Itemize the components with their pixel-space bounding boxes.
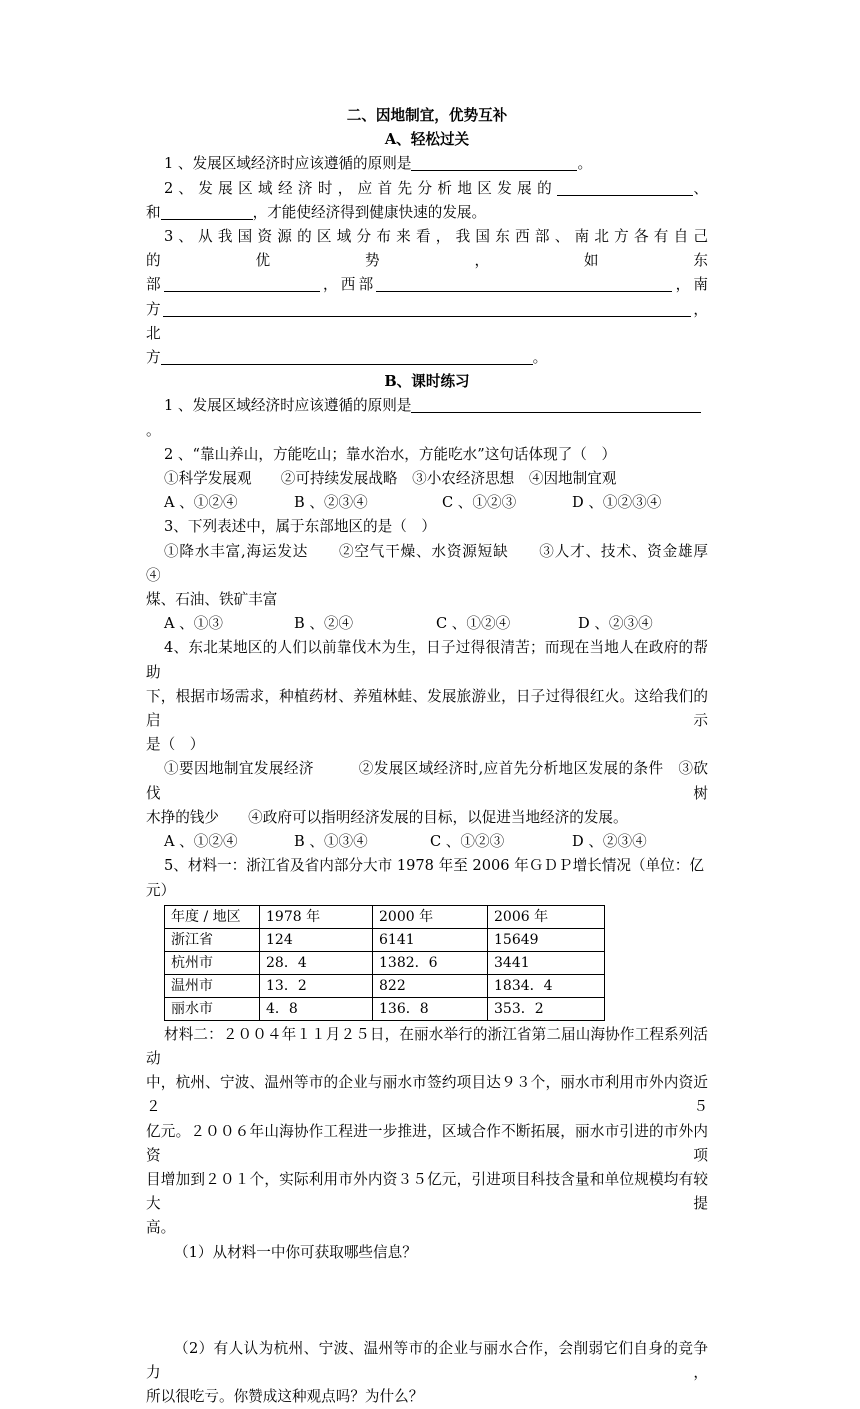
part-b-question-2-options — [146, 491, 708, 515]
answer-blank[interactable] — [164, 275, 320, 292]
part-b-question-4-line3: 是（ ） — [146, 736, 205, 754]
option-b[interactable]: B 、①③④ — [294, 833, 368, 851]
table-cell: 4．8 — [260, 997, 373, 1020]
part-a-question-1: 1 、发展区域经济时应该遵循的原则是 。 — [164, 155, 593, 173]
part-b-question-5-sub2-line1: （2）有人认为杭州、宁波、温州等市的企业与丽水合作，会削弱它们自身的竞争力， — [146, 1339, 708, 1381]
part-b-question-5-material2-line1: 材料二：２００４年１１月２５日，在丽水举行的浙江省第二届山海协作工程系列活动 — [146, 1025, 708, 1067]
part-b-question-5-material2-line5: 高。 — [146, 1219, 176, 1237]
part-a-title: A、轻松过关 — [384, 131, 470, 149]
table-header-cell: 年度 / 地区 — [165, 905, 260, 928]
table-cell: 丽水市 — [165, 997, 260, 1020]
part-b-question-4-options — [146, 830, 708, 854]
answer-space[interactable] — [146, 1265, 708, 1337]
part-a-question-3-line1: 3 、 从 我 国 资 源 的 区 域 分 布 来 看 ， 我 国 东 西 部 、 南 北 方 各 有 自 己 的 优 势 ， 如 东 — [146, 228, 708, 270]
table-cell: 6141 — [373, 928, 488, 951]
answer-blank[interactable] — [161, 203, 253, 220]
part-b-question-5-material2-line3: 亿元。２００６年山海协作工程进一步推进，区域合作不断拓展，丽水市引进的市外内资项 — [146, 1122, 708, 1164]
part-a-question-3-line3: 方 ，北 — [146, 300, 708, 342]
part-b-question-2-items: ①科学发展观 ②可持续发展战略 ③小农经济思想 ④因地制宜观 — [164, 470, 617, 488]
table-cell: 136．8 — [373, 997, 488, 1020]
option-a[interactable]: A 、①②④ — [164, 494, 238, 512]
table-cell: 杭州市 — [165, 951, 260, 974]
option-a[interactable]: A 、①③ — [164, 615, 223, 633]
answer-blank[interactable] — [557, 179, 693, 196]
table-cell: 28．4 — [260, 951, 373, 974]
option-d[interactable]: D 、②③④ — [578, 615, 653, 633]
part-b-question-5-sub1: （1）从材料一中你可获取哪些信息？ — [174, 1243, 417, 1261]
answer-blank[interactable] — [161, 348, 533, 365]
section-title: 二、因地制宜，优势互补 — [346, 107, 508, 124]
option-b[interactable]: B 、②③④ — [294, 494, 368, 512]
table-header-cell: 2000 年 — [373, 905, 488, 928]
table-header-cell: 2006 年 — [488, 905, 605, 928]
part-b-question-3-options — [146, 612, 708, 636]
part-b-question-3-items-line2: 煤、石油、铁矿丰富 — [146, 591, 278, 609]
table-header-row — [165, 905, 605, 928]
table-cell: 1382．6 — [373, 951, 488, 974]
table-cell: 124 — [260, 928, 373, 951]
part-b-question-5-material2-line2: 中，杭州、宁波、温州等市的企业与丽水市签约项目达９３个，丽水市利用市外内资近２５ — [146, 1074, 708, 1116]
part-b-question-2: 2 、“靠山养山，方能吃山；靠水治水，方能吃水”这句话体现了（ ） — [164, 445, 617, 463]
option-b[interactable]: B 、②④ — [294, 615, 354, 633]
part-a-question-3-line2: 部 ，西部 ，南 — [146, 276, 708, 294]
table-cell: 温州市 — [165, 974, 260, 997]
part-b-question-5-material1: 5、材料一：浙江省及省内部分大市 1978 年至 2006 年ＧＤＰ增长情况（单位：亿元） — [146, 857, 704, 899]
table-cell: 15649 — [488, 928, 605, 951]
part-a-question-2-line1: 2 、 发 展 区 域 经 济 时 ， 应 首 先 分 析 地 区 发 展 的 、 — [164, 179, 708, 197]
table-cell: 3441 — [488, 951, 605, 974]
answer-blank[interactable] — [163, 300, 691, 317]
table-cell: 1834．4 — [488, 974, 605, 997]
part-b-question-4-items-line2: 木挣的钱少 ④政府可以指明经济发展的目标，以促进当地经济的发展。 — [146, 808, 628, 826]
worksheet-content — [146, 104, 738, 1409]
option-d[interactable]: D 、①②③④ — [572, 494, 662, 512]
option-a[interactable]: A 、①②④ — [164, 833, 238, 851]
part-b-title: B、课时练习 — [384, 373, 470, 391]
gdp-table — [164, 905, 605, 1021]
table-header-cell: 1978 年 — [260, 905, 373, 928]
table-row — [165, 997, 605, 1020]
part-b-question-4-line1: 4、东北某地区的人们以前靠伐木为生，日子过得很清苦；而现在当地人在政府的帮助 — [146, 639, 708, 681]
part-b-question-3: 3、下列表述中，属于东部地区的是（ ） — [164, 518, 436, 536]
option-d[interactable]: D 、②③④ — [572, 833, 647, 851]
table-row — [165, 974, 605, 997]
table-row — [165, 928, 605, 951]
answer-blank[interactable] — [411, 154, 577, 171]
table-cell: 822 — [373, 974, 488, 997]
option-c[interactable]: C 、①②④ — [436, 615, 511, 633]
table-cell: 353．2 — [488, 997, 605, 1020]
part-b-question-5-sub2-line2: 所以很吃亏。你赞成这种观点吗？为什么？ — [146, 1388, 424, 1406]
part-b-question-1: 1 、发展区域经济时应该遵循的原则是。 — [146, 394, 708, 442]
answer-blank[interactable] — [411, 396, 701, 413]
table-cell: 13．2 — [260, 974, 373, 997]
answer-blank[interactable] — [376, 275, 672, 292]
option-c[interactable]: C 、①②③ — [442, 494, 517, 512]
part-b-question-4-line2: 下，根据市场需求，种植药材、养殖林蛙、发展旅游业，日子过得很红火。这给我们的启示 — [146, 687, 708, 730]
table-cell: 浙江省 — [165, 928, 260, 951]
part-b-question-5-material2-line4: 目增加到２０１个，实际利用市外内资３５亿元，引进项目科技含量和单位规模均有较大提 — [146, 1170, 708, 1213]
part-b-question-4-items-line1: ①要因地制宜发展经济 ②发展区域经济时,应首先分析地区发展的条件 ③砍伐树 — [146, 760, 708, 802]
part-b-question-3-items-line1: ①降水丰富,海运发达 ②空气干燥、水资源短缺 ③人才、技术、资金雄厚 ④ — [146, 542, 738, 584]
table-row — [165, 951, 605, 974]
option-c[interactable]: C 、①②③ — [430, 833, 505, 851]
part-a-question-2-line2: 和 ，才能使经济得到健康快速的发展。 — [146, 203, 487, 221]
part-a-question-3-line4: 方 。 — [146, 349, 548, 367]
